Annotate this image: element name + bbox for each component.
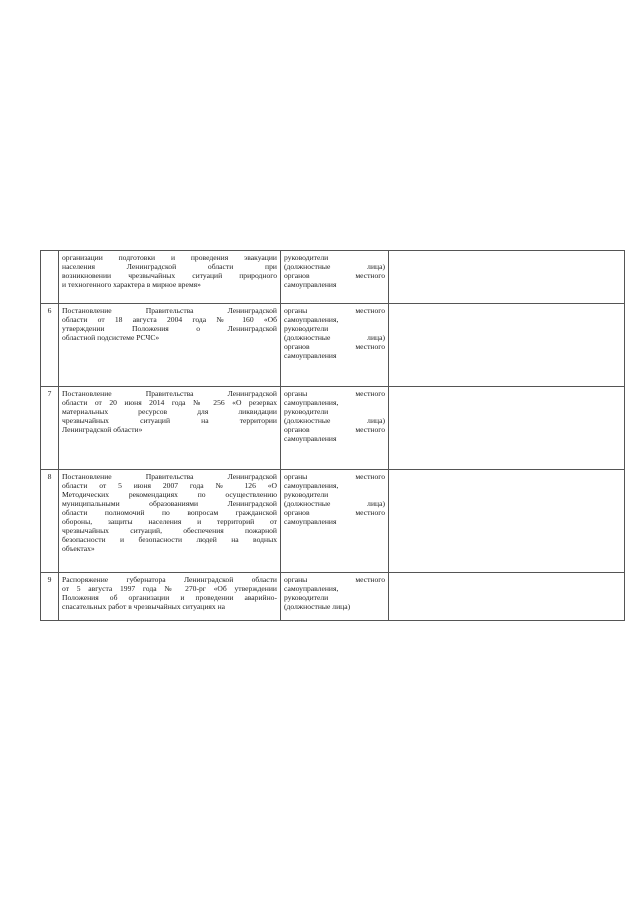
cell-text-line: области полномочий по вопросам гражданской — [62, 508, 277, 517]
document-cell — [59, 573, 281, 621]
cell-text-line: организации подготовки и проведения эвакуации — [62, 253, 277, 262]
cell-text-line: области от 20 июня 2014 года № 256 «О резервах — [62, 398, 277, 407]
cell-text-line: самоуправления — [284, 517, 337, 526]
regulations-table — [40, 250, 625, 621]
executor-cell — [281, 387, 389, 470]
cell-text-line: возникновении чрезвычайных ситуаций природного — [62, 271, 277, 280]
cell-text-line: населения Ленинградской области при — [62, 262, 277, 271]
cell-text-line: областной подсистеме РСЧС» — [62, 333, 160, 342]
cell-text-line: от 5 августа 1997 года № 270-рг «Об утверждении — [62, 584, 277, 593]
cell-text-line: области от 18 августа 2004 года № 160 «Об — [62, 315, 277, 324]
cell-text-line: самоуправления — [284, 434, 337, 443]
cell-text-line: Распоряжение губернатора Ленинградской области — [62, 575, 277, 584]
cell-text-line: (должностные лица) — [284, 416, 385, 425]
cell-text-line: утверждении Положения о Ленинградской — [62, 324, 277, 333]
cell-text-line: и техногенного характера в мирное время» — [62, 280, 201, 289]
cell-text-line: спасательных работ в чрезвычайных ситуациях на — [62, 602, 226, 611]
cell-text-line: органы местного — [284, 472, 385, 481]
executor-cell — [281, 470, 389, 573]
cell-text-line: Ленинградской области» — [62, 425, 143, 434]
cell-text-line: органы местного — [284, 306, 385, 315]
cell-text-line: органов местного — [284, 271, 385, 280]
cell-text-line: области от 5 июня 2007 года № 126 «О — [62, 481, 277, 490]
table-row — [41, 304, 625, 387]
row-number-cell: 9 — [41, 573, 59, 621]
cell-text-line: органов местного — [284, 508, 385, 517]
cell-text-line: самоуправления — [284, 280, 337, 289]
cell-text-line: (должностные лица) — [284, 262, 385, 271]
note-cell — [389, 387, 625, 470]
cell-text-line: самоуправления, — [284, 481, 339, 490]
cell-text-line: руководители — [284, 324, 329, 333]
cell-text-line: Постановление Правительства Ленинградской — [62, 306, 277, 315]
cell-text-line: Постановление Правительства Ленинградской — [62, 472, 277, 481]
cell-text-line: руководители — [284, 593, 329, 602]
cell-text-line: (должностные лица) — [284, 499, 385, 508]
table-row — [41, 470, 625, 573]
executor-cell — [281, 573, 389, 621]
table-body — [41, 251, 625, 621]
document-cell — [59, 470, 281, 573]
table-row — [41, 251, 625, 304]
note-cell — [389, 470, 625, 573]
row-number-cell — [41, 251, 59, 304]
row-number-cell: 6 — [41, 304, 59, 387]
table-row — [41, 573, 625, 621]
cell-text-line: Постановление Правительства Ленинградской — [62, 389, 277, 398]
cell-text-line: органов местного — [284, 342, 385, 351]
cell-text-line: (должностные лица) — [284, 602, 351, 611]
cell-text-line: самоуправления, — [284, 398, 339, 407]
table-row — [41, 387, 625, 470]
document-cell — [59, 304, 281, 387]
cell-text-line: самоуправления — [284, 351, 337, 360]
cell-text-line: муниципальными образованиями Ленинградской — [62, 499, 277, 508]
note-cell — [389, 573, 625, 621]
cell-text-line: обороны, защиты населения и территорий от — [62, 517, 277, 526]
executor-cell — [281, 304, 389, 387]
cell-text-line: руководители — [284, 490, 329, 499]
cell-text-line: органы местного — [284, 575, 385, 584]
document-cell — [59, 251, 281, 304]
cell-text-line: чрезвычайных ситуаций на территории — [62, 416, 277, 425]
cell-text-line: объектах» — [62, 544, 95, 553]
cell-text-line: органы местного — [284, 389, 385, 398]
cell-text-line: материальных ресурсов для ликвидации — [62, 407, 277, 416]
executor-cell — [281, 251, 389, 304]
cell-text-line: чрезвычайных ситуаций, обеспечения пожарной — [62, 526, 277, 535]
row-number-cell: 8 — [41, 470, 59, 573]
note-cell — [389, 251, 625, 304]
cell-text-line: руководители — [284, 407, 329, 416]
cell-text-line: Методических рекомендациях по осуществлению — [62, 490, 277, 499]
cell-text-line: (должностные лица) — [284, 333, 385, 342]
document-cell — [59, 387, 281, 470]
cell-text-line: самоуправления, — [284, 315, 339, 324]
cell-text-line: руководители — [284, 253, 329, 262]
cell-text-line: органов местного — [284, 425, 385, 434]
cell-text-line: безопасности и безопасности людей на водных — [62, 535, 277, 544]
cell-text-line: самоуправления, — [284, 584, 339, 593]
cell-text-line: Положения об организации и проведении аварийно- — [62, 593, 277, 602]
note-cell — [389, 304, 625, 387]
row-number-cell: 7 — [41, 387, 59, 470]
